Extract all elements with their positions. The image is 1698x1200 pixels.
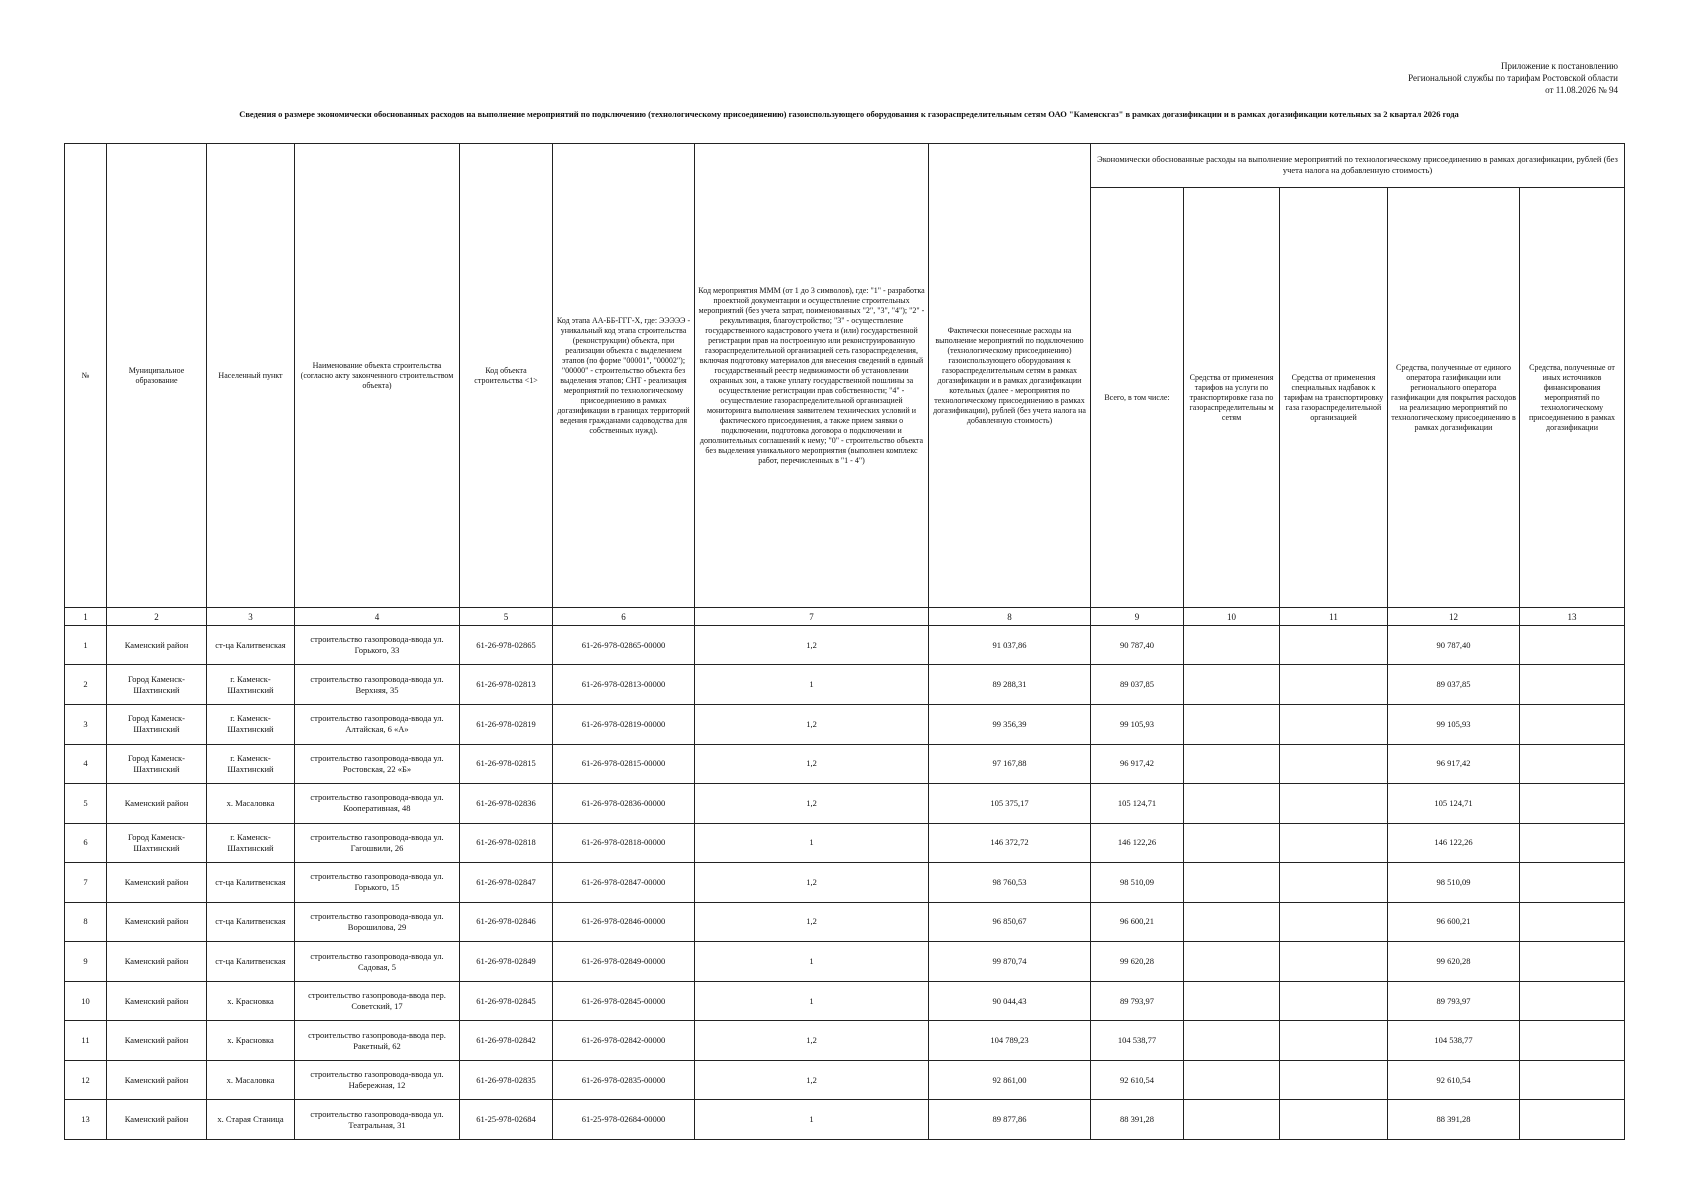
other-funds-cell: [1520, 1060, 1625, 1100]
event-code-cell: 1,2: [695, 784, 929, 824]
table-body: [65, 625, 1625, 1139]
object-code-cell: 61-26-978-02836: [460, 784, 553, 824]
row-number: 9: [65, 942, 107, 982]
special-surcharge-cell: [1280, 1060, 1388, 1100]
total-cell: 104 538,77: [1091, 1021, 1184, 1061]
row-number: 6: [65, 823, 107, 863]
object-name-cell: строительство газопровода-ввода ул. Ворошилова, 29: [295, 902, 460, 942]
table-row: [65, 1021, 1625, 1061]
object-name-cell: строительство газопровода-ввода ул. Горького, 33: [295, 625, 460, 665]
header-object-name: Наименование объекта строительства (согласно акту законченного строительством объекта): [295, 144, 460, 608]
header-municipality: Муниципальное образование: [107, 144, 207, 608]
table-row: [65, 625, 1625, 665]
settlement-cell: ст-ца Калитвенская: [207, 863, 295, 903]
appendix-line: Приложение к постановлению: [1500, 61, 1618, 71]
municipality-cell: Каменский район: [107, 1100, 207, 1140]
event-code-cell: 1,2: [695, 902, 929, 942]
settlement-cell: х. Старая Станица: [207, 1100, 295, 1140]
object-code-cell: 61-26-978-02865: [460, 625, 553, 665]
municipality-cell: Город Каменск-Шахтинский: [107, 744, 207, 784]
table-row: [65, 863, 1625, 903]
object-name-cell: строительство газопровода-ввода ул. Ростовская, 22 «Б»: [295, 744, 460, 784]
operator-funds-cell: 99 105,93: [1388, 704, 1520, 744]
object-name-cell: строительство газопровода-ввода ул. Горького, 15: [295, 863, 460, 903]
special-surcharge-cell: [1280, 902, 1388, 942]
municipality-cell: Город Каменск-Шахтинский: [107, 704, 207, 744]
total-cell: 99 105,93: [1091, 704, 1184, 744]
table-row: [65, 823, 1625, 863]
special-surcharge-cell: [1280, 625, 1388, 665]
tariff-funds-cell: [1184, 863, 1280, 903]
other-funds-cell: [1520, 823, 1625, 863]
other-funds-cell: [1520, 625, 1625, 665]
header-tariff-funds: Средства от применения тарифов на услуги по транспортировке газа по газораспределительны м сетям: [1184, 187, 1280, 607]
municipality-cell: Каменский район: [107, 1060, 207, 1100]
operator-funds-cell: 99 620,28: [1388, 942, 1520, 982]
settlement-cell: х. Масаловка: [207, 1060, 295, 1100]
event-code-cell: 1: [695, 1100, 929, 1140]
event-code-cell: 1: [695, 942, 929, 982]
total-cell: 146 122,26: [1091, 823, 1184, 863]
header-row-group: [65, 144, 1625, 188]
column-number: 2: [107, 608, 207, 626]
other-funds-cell: [1520, 665, 1625, 705]
municipality-cell: Каменский район: [107, 902, 207, 942]
actual-expenses-cell: 92 861,00: [929, 1060, 1091, 1100]
special-surcharge-cell: [1280, 665, 1388, 705]
row-number: 1: [65, 625, 107, 665]
header-actual-expenses: Фактически понесенные расходы на выполнение мероприятий по подключению (технологическому присоединению) газоиспользующего оборудования к газораспределительным сетям в рамках догазификации и в рамках догазификации котельных (далее - мероприятия по технологическому присоединению в рамках догазификации), рублей (без учета налога на добавленную стоимость): [929, 144, 1091, 608]
actual-expenses-cell: 146 372,72: [929, 823, 1091, 863]
tariff-funds-cell: [1184, 942, 1280, 982]
special-surcharge-cell: [1280, 823, 1388, 863]
settlement-cell: ст-ца Калитвенская: [207, 625, 295, 665]
row-number: 8: [65, 902, 107, 942]
event-code-cell: 1: [695, 665, 929, 705]
tariff-funds-cell: [1184, 1100, 1280, 1140]
event-code-cell: 1,2: [695, 744, 929, 784]
operator-funds-cell: 104 538,77: [1388, 1021, 1520, 1061]
row-number: 5: [65, 784, 107, 824]
municipality-cell: Каменский район: [107, 942, 207, 982]
column-number: 11: [1280, 608, 1388, 626]
operator-funds-cell: 88 391,28: [1388, 1100, 1520, 1140]
tariff-funds-cell: [1184, 1060, 1280, 1100]
stage-code-cell: 61-26-978-02813-00000: [553, 665, 695, 705]
operator-funds-cell: 96 600,21: [1388, 902, 1520, 942]
settlement-cell: г. Каменск-Шахтинский: [207, 744, 295, 784]
municipality-cell: Каменский район: [107, 784, 207, 824]
special-surcharge-cell: [1280, 704, 1388, 744]
tariff-funds-cell: [1184, 704, 1280, 744]
settlement-cell: ст-ца Калитвенская: [207, 902, 295, 942]
object-name-cell: строительство газопровода-ввода ул. Театральная, 31: [295, 1100, 460, 1140]
other-funds-cell: [1520, 902, 1625, 942]
object-name-cell: строительство газопровода-ввода ул. Верхняя, 35: [295, 665, 460, 705]
settlement-cell: г. Каменск-Шахтинский: [207, 823, 295, 863]
municipality-cell: Каменский район: [107, 863, 207, 903]
actual-expenses-cell: 98 760,53: [929, 863, 1091, 903]
expenses-table: [64, 143, 1625, 1140]
municipality-cell: Город Каменск-Шахтинский: [107, 665, 207, 705]
object-name-cell: строительство газопровода-ввода ул. Садовая, 5: [295, 942, 460, 982]
actual-expenses-cell: 104 789,23: [929, 1021, 1091, 1061]
event-code-cell: 1,2: [695, 863, 929, 903]
column-number: 5: [460, 608, 553, 626]
actual-expenses-cell: 99 356,39: [929, 704, 1091, 744]
operator-funds-cell: 146 122,26: [1388, 823, 1520, 863]
total-cell: 89 037,85: [1091, 665, 1184, 705]
total-cell: 105 124,71: [1091, 784, 1184, 824]
tariff-funds-cell: [1184, 784, 1280, 824]
settlement-cell: г. Каменск-Шахтинский: [207, 665, 295, 705]
object-code-cell: 61-26-978-02847: [460, 863, 553, 903]
stage-code-cell: 61-26-978-02865-00000: [553, 625, 695, 665]
stage-code-cell: 61-26-978-02846-00000: [553, 902, 695, 942]
header-stage-code: Код этапа АА-ББ-ГГГ-Х, где: ЭЭЭЭЭ - уникальный код этапа строительства (реконструкции) объекта, при реализации объекта с выделением этапов (по форме "00001", "00002"); "00000" - строительство объекта без выделения этапов; СНТ - реализация мероприятий по технологическому присоединению в рамках догазификации в границах территорий ведения гражданами садоводства для собственных нужд).: [553, 144, 695, 608]
special-surcharge-cell: [1280, 1100, 1388, 1140]
object-name-cell: строительство газопровода-ввода ул. Кооперативная, 48: [295, 784, 460, 824]
settlement-cell: г. Каменск-Шахтинский: [207, 704, 295, 744]
table-row: [65, 1060, 1625, 1100]
settlement-cell: х. Масаловка: [207, 784, 295, 824]
event-code-cell: 1: [695, 823, 929, 863]
table-row: [65, 942, 1625, 982]
special-surcharge-cell: [1280, 784, 1388, 824]
tariff-funds-cell: [1184, 665, 1280, 705]
table-row: [65, 902, 1625, 942]
stage-code-cell: 61-26-978-02847-00000: [553, 863, 695, 903]
total-cell: 96 917,42: [1091, 744, 1184, 784]
object-code-cell: 61-26-978-02815: [460, 744, 553, 784]
header-operator-funds: Средства, полученные от единого оператора газификации или регионального оператора газификации для покрытия расходов на реализацию мероприятий по технологическому присоединению в рамках догазификации: [1388, 187, 1520, 607]
stage-code-cell: 61-26-978-02845-00000: [553, 981, 695, 1021]
object-name-cell: строительство газопровода-ввода ул. Алтайская, 6 «А»: [295, 704, 460, 744]
operator-funds-cell: 96 917,42: [1388, 744, 1520, 784]
object-name-cell: строительство газопровода-ввода ул. Гагошвили, 26: [295, 823, 460, 863]
header-number: №: [65, 144, 107, 608]
object-code-cell: 61-26-978-02818: [460, 823, 553, 863]
column-number: 7: [695, 608, 929, 626]
other-funds-cell: [1520, 784, 1625, 824]
total-cell: 99 620,28: [1091, 942, 1184, 982]
total-cell: 88 391,28: [1091, 1100, 1184, 1140]
header-object-code: Код объекта строительства <1>: [460, 144, 553, 608]
object-name-cell: строительство газопровода-ввода пер. Ракетный, 62: [295, 1021, 460, 1061]
total-cell: 98 510,09: [1091, 863, 1184, 903]
other-funds-cell: [1520, 1021, 1625, 1061]
actual-expenses-cell: 97 167,88: [929, 744, 1091, 784]
special-surcharge-cell: [1280, 1021, 1388, 1061]
header-total: Всего, в том числе:: [1091, 187, 1184, 607]
table-row: [65, 981, 1625, 1021]
column-number: 10: [1184, 608, 1280, 626]
object-code-cell: 61-26-978-02835: [460, 1060, 553, 1100]
row-number: 13: [65, 1100, 107, 1140]
actual-expenses-cell: 90 044,43: [929, 981, 1091, 1021]
stage-code-cell: 61-26-978-02819-00000: [553, 704, 695, 744]
appendix-line: Региональной службы по тарифам Ростовской области: [1408, 73, 1618, 83]
other-funds-cell: [1520, 942, 1625, 982]
total-cell: 92 610,54: [1091, 1060, 1184, 1100]
table-row: [65, 784, 1625, 824]
actual-expenses-cell: 96 850,67: [929, 902, 1091, 942]
header-other-funds: Средства, полученные от иных источников финансирования мероприятий по технологическому присоединению в рамках догазификации: [1520, 187, 1625, 607]
other-funds-cell: [1520, 1100, 1625, 1140]
actual-expenses-cell: 99 870,74: [929, 942, 1091, 982]
tariff-funds-cell: [1184, 625, 1280, 665]
table-row: [65, 704, 1625, 744]
row-number: 11: [65, 1021, 107, 1061]
column-number: 3: [207, 608, 295, 626]
operator-funds-cell: 89 037,85: [1388, 665, 1520, 705]
header-group-justified-expenses: Экономически обоснованные расходы на выполнение мероприятий по технологическому присоединению в рамках догазификации, рублей (без учета налога на добавленную стоимость): [1091, 144, 1625, 188]
actual-expenses-cell: 105 375,17: [929, 784, 1091, 824]
operator-funds-cell: 98 510,09: [1388, 863, 1520, 903]
stage-code-cell: 61-26-978-02849-00000: [553, 942, 695, 982]
column-number: 1: [65, 608, 107, 626]
appendix-line: от 11.08.2026 № 94: [1545, 85, 1618, 95]
column-number-row: [65, 608, 1625, 626]
tariff-funds-cell: [1184, 823, 1280, 863]
special-surcharge-cell: [1280, 942, 1388, 982]
special-surcharge-cell: [1280, 863, 1388, 903]
stage-code-cell: 61-26-978-02836-00000: [553, 784, 695, 824]
actual-expenses-cell: 91 037,86: [929, 625, 1091, 665]
table-row: [65, 665, 1625, 705]
settlement-cell: х. Красновка: [207, 981, 295, 1021]
object-code-cell: 61-25-978-02684: [460, 1100, 553, 1140]
tariff-funds-cell: [1184, 981, 1280, 1021]
operator-funds-cell: 105 124,71: [1388, 784, 1520, 824]
table-row: [65, 744, 1625, 784]
object-code-cell: 61-26-978-02819: [460, 704, 553, 744]
municipality-cell: Каменский район: [107, 981, 207, 1021]
settlement-cell: х. Красновка: [207, 1021, 295, 1061]
column-number: 6: [553, 608, 695, 626]
operator-funds-cell: 89 793,97: [1388, 981, 1520, 1021]
special-surcharge-cell: [1280, 744, 1388, 784]
row-number: 7: [65, 863, 107, 903]
row-number: 2: [65, 665, 107, 705]
row-number: 10: [65, 981, 107, 1021]
stage-code-cell: 61-26-978-02818-00000: [553, 823, 695, 863]
object-name-cell: строительство газопровода-ввода ул. Набережная, 12: [295, 1060, 460, 1100]
stage-code-cell: 61-26-978-02842-00000: [553, 1021, 695, 1061]
municipality-cell: Каменский район: [107, 625, 207, 665]
stage-code-cell: 61-26-978-02835-00000: [553, 1060, 695, 1100]
municipality-cell: Город Каменск-Шахтинский: [107, 823, 207, 863]
table-row: [65, 1100, 1625, 1140]
object-code-cell: 61-26-978-02813: [460, 665, 553, 705]
row-number: 3: [65, 704, 107, 744]
stage-code-cell: 61-26-978-02815-00000: [553, 744, 695, 784]
appendix-note: [1408, 60, 1618, 96]
tariff-funds-cell: [1184, 902, 1280, 942]
object-code-cell: 61-26-978-02849: [460, 942, 553, 982]
total-cell: 96 600,21: [1091, 902, 1184, 942]
municipality-cell: Каменский район: [107, 1021, 207, 1061]
column-number: 8: [929, 608, 1091, 626]
event-code-cell: 1,2: [695, 704, 929, 744]
special-surcharge-cell: [1280, 981, 1388, 1021]
column-number: 9: [1091, 608, 1184, 626]
other-funds-cell: [1520, 863, 1625, 903]
object-code-cell: 61-26-978-02842: [460, 1021, 553, 1061]
settlement-cell: ст-ца Калитвенская: [207, 942, 295, 982]
other-funds-cell: [1520, 981, 1625, 1021]
event-code-cell: 1,2: [695, 625, 929, 665]
column-number: 13: [1520, 608, 1625, 626]
document-title: Сведения о размере экономически обоснованных расходов на выполнение мероприятий по подключению (технологическому присоединению) газоиспользующего оборудования к газораспределительным сетям ОАО "Каменскгаз" в рамках догазификации и в рамках догазификации котельных за 2 квартал 2026 года: [239, 109, 1459, 119]
stage-code-cell: 61-25-978-02684-00000: [553, 1100, 695, 1140]
tariff-funds-cell: [1184, 1021, 1280, 1061]
other-funds-cell: [1520, 704, 1625, 744]
tariff-funds-cell: [1184, 744, 1280, 784]
header-event-code: Код мероприятия МММ (от 1 до 3 символов), где: "1" - разработка проектной документации и осуществление строительных мероприятий (без учета затрат, поименованных "2", "3", "4"); "2" - рекультивация, благоустройство; "3" - осуществление государственного кадастрового учета и (или) государственной регистрации прав на построенную или реконструированную газораспределительной организацией сеть газораспределения, включая подготовку материалов для внесения сведений в единый государственный реестр недвижимости об установлении охранных зон, а также уплату государственной пошлины за осуществление регистрации прав собственности; "4" - осуществление газораспределительной организацией мониторинга выполнения заявителем технических условий и фактического присоединения, а также прием заявки о подключении, подготовка договора о подключении и дополнительных соглашений к нему; "0" - строительство объекта без выделения уникального мероприятия (выполнен комплекс работ, перечисленных в "1 - 4"): [695, 144, 929, 608]
total-cell: 89 793,97: [1091, 981, 1184, 1021]
header-settlement: Населенный пункт: [207, 144, 295, 608]
object-code-cell: 61-26-978-02845: [460, 981, 553, 1021]
event-code-cell: 1: [695, 981, 929, 1021]
column-number: 4: [295, 608, 460, 626]
actual-expenses-cell: 89 288,31: [929, 665, 1091, 705]
header-special-surcharge-funds: Средства от применения специальных надбавок к тарифам на транспортировку газа газораспределительной организацией: [1280, 187, 1388, 607]
other-funds-cell: [1520, 744, 1625, 784]
row-number: 4: [65, 744, 107, 784]
operator-funds-cell: 92 610,54: [1388, 1060, 1520, 1100]
object-name-cell: строительство газопровода-ввода пер. Советский, 17: [295, 981, 460, 1021]
event-code-cell: 1,2: [695, 1060, 929, 1100]
operator-funds-cell: 90 787,40: [1388, 625, 1520, 665]
column-number: 12: [1388, 608, 1520, 626]
event-code-cell: 1,2: [695, 1021, 929, 1061]
row-number: 12: [65, 1060, 107, 1100]
actual-expenses-cell: 89 877,86: [929, 1100, 1091, 1140]
object-code-cell: 61-26-978-02846: [460, 902, 553, 942]
total-cell: 90 787,40: [1091, 625, 1184, 665]
